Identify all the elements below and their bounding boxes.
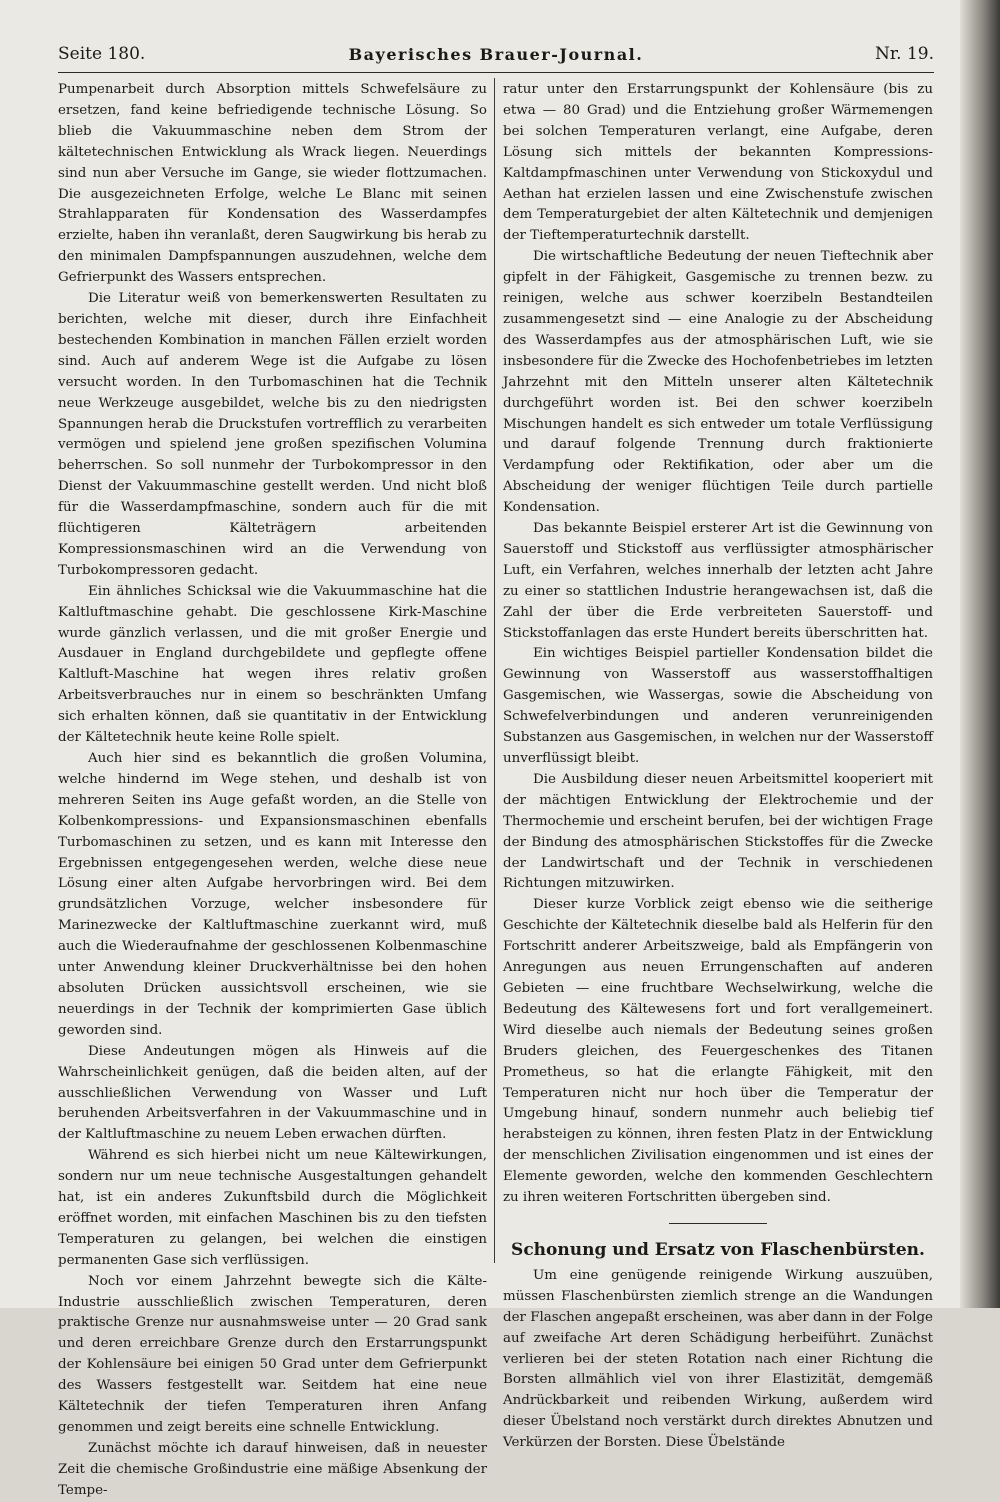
left-paragraph-4: Auch hier sind es bekanntlich die großen Volumina, welche hindernd im Wege stehen, und deshalb ist von mehreren Seiten ins Auge gefaßt worden, an die Stelle von Kolbenkompressions- und Expansionsmaschinen ebenfalls Turbomaschinen zu setzen, und es kann mit Interesse den Ergebnissen entgegengesehen werden, welche diese neue Lösung einer alten Aufgabe hervorbringen wird. Bei dem grundsätzlichen Vorzuge, welcher insbesondere für Marinezwecke der Kaltluftmaschine zuerkannt wird, muß auch die Wiederaufnahme der geschlossenen Kolbenmaschine unter Anwendung kleiner Druckverhältnisse bei den hohen absoluten Drücken aussichtsvoll erscheinen, wie sie neuerdings in der Technik der komprimierten Gase üblich geworden sind. xyxy=(58,751,487,1038)
right-paragraph-5: Die Ausbildung dieser neuen Arbeitsmittel kooperiert mit der mächtigen Entwicklung der Elektrochemie und der Thermochemie und erscheint berufen, bei der wichtigen Frage der Bindung des atmosphärischen Stickstoffes für die Zwecke der Landwirtschaft und der Technik in verschiedenen Richtungen mitzuwirken. xyxy=(503,771,933,892)
left-paragraph-7: Noch vor einem Jahrzehnt bewegte sich die Kälte-Industrie ausschließlich zwischen Temperaturen, deren praktische Grenze nur ausnahmsweise unter — 20 Grad sank und deren erreichbare Grenze durch den Erstarrungspunkt der Kohlensäure bei einigen 50 Grad unter dem Gefrierpunkt des Wassers festgestellt war. Seitdem hat eine neue Kältetechnik der tiefen Temperaturen ihren Anfang genommen und zeigt bereits eine schnelle Entwicklung. xyxy=(58,1273,487,1435)
article-separator xyxy=(669,1223,767,1224)
page-edge-shadow xyxy=(960,0,1000,1308)
journal-title: Bayerisches Brauer-Journal. xyxy=(348,45,644,64)
left-paragraph-1: Pumpenarbeit durch Absorption mittels Schwefelsäure zu ersetzen, fand keine befriedigende technische Lösung. So blieb die Vakuummaschine neben dem Strom der kältetechnischen Entwicklung als Wrack liegen. Neuerdings sind nun aber Versuche im Gange, sie wieder flottzumachen. Die ausgezeichneten Erfolge, welche Le Blanc mit seinen Strahlapparaten für Kondensation des Wasserdampfes erzielte, haben ihn veranlaßt, deren Saugwirkung bis herab zu den minimalen Dampfspannungen auszudehnen, welche dem Gefrierpunkt des Wassers entsprechen. xyxy=(58,82,487,286)
article-title: Schonung und Ersatz von Flaschenbürsten. xyxy=(511,1239,925,1260)
issue-number: Nr. 19. xyxy=(875,44,934,64)
left-column xyxy=(58,80,487,1498)
right-paragraph-2: Die wirtschaftliche Bedeutung der neuen Tieftechnik aber gipfelt in der Fähigkeit, Gasgemische zu trennen bezw. zu reinigen, welche aus schwer koerzibeln Bestandteilen zusammengesetzt sind — eine Analogie zu der Abscheidung des Wasserdampfes aus der atmosphärischen Luft, wie sie insbesondere für die Zwecke des Hochofenbetriebes im letzten Jahrzehnt mit den Mitteln unserer alten Kältetechnik durchgeführt worden ist. Bei den schwer koerzibeln Mischungen handelt es sich entweder um totale Verflüssigung und darauf folgende Trennung durch fraktionierte Verdampfung oder Rektifikation, oder aber um die Abscheidung der weniger flüchtigen Teile durch partielle Kondensation. xyxy=(503,249,933,516)
left-paragraph-6: Während es sich hierbei nicht um neue Kältewirkungen, sondern nur um neue technische Ausgestaltungen gehandelt hat, ist ein anderes Zukunftsbild durch die Möglichkeit eröffnet worden, mit einfachen Maschinen bis zu den tiefsten Temperaturen zu gelangen, bei welchen die einstigen permanenten Gase sich verflüssigen. xyxy=(58,1148,487,1268)
right-paragraph-6: Dieser kurze Vorblick zeigt ebenso wie die seitherige Geschichte der Kältetechnik dieselbe bald als Helferin für den Fortschritt anderer Arbeitszweige, bald als Empfängerin von Anregungen aus neuen Errungenschaften auf anderen Gebieten — eine fruchtbare Wechselwirkung, welche die Bedeutung des Kältewesens fort und fort verallgemeinert. Wird dieselbe auch niemals der Bedeutung seines großen Bruders gleichen, des Feuergeschenkes des Titanen Prometheus, so hat die erlangte Fähigkeit, mit den Temperaturen nicht nur hoch über die Temperatur der Umgebung hinauf, sondern nunmehr auch beliebig tief herabsteigen zu können, ihren festen Platz in der Entwicklung der menschlichen Zivilisation eingenommen und ist eines der Elemente geworden, welche den kommenden Geschlechtern zu ihren weiteren Fortschritten übergeben sind. xyxy=(503,897,933,1206)
right-column xyxy=(503,80,933,1451)
column-divider xyxy=(494,78,495,1263)
right-paragraph-3: Das bekannte Beispiel ersterer Art ist die Gewinnung von Sauerstoff und Stickstoff aus verflüssigter atmosphärischer Luft, ein Verfahren, welches innerhalb der letzten acht Jahre zu einer so stattlichen Industrie herangewachsen ist, daß die Zahl der über die Erde verbreiteten Sauerstoff- und Stickstoffanlagen das erste Hundert bereits überschritten hat. xyxy=(503,521,933,641)
left-paragraph-5: Diese Andeutungen mögen als Hinweis auf die Wahrscheinlichkeit genügen, daß die beiden alten, auf der ausschließlichen Verwendung von Wasser und Luft beruhenden Arbeitsverfahren in der Vakuummaschine und in der Kaltluftmaschine zu neuem Leben erwachen dürften. xyxy=(58,1043,487,1143)
left-paragraph-8: Zunächst möchte ich darauf hinweisen, daß in neuester Zeit die chemische Großindustrie eine mäßige Absenkung der Tempe- xyxy=(58,1440,487,1498)
page-header xyxy=(58,44,934,70)
page-number: Seite 180. xyxy=(58,44,146,64)
right-paragraph-4: Ein wichtiges Beispiel partieller Kondensation bildet die Gewinnung von Wasserstoff aus wasserstoffhaltigen Gasgemischen, wie Wassergas, sowie die Abscheidung von Schwefelverbindungen und anderen verunreinigenden Substanzen aus Gasgemischen, in welchen nur der Wasserstoff unverflüssigt bleibt. xyxy=(503,646,933,766)
article-paragraph-1: Um eine genügende reinigende Wirkung auszuüben, müssen Flaschenbürsten ziemlich strenge an die Wandungen der Flaschen angepaßt erscheinen, was aber dann in der Folge auf zweifache Art deren Schädigung herbeiführt. Zunächst verlieren bei der steten Rotation nach einer Richtung die Borsten allmählich viel von ihrer Elastizität, demgemäß Andrückbarkeit und reibenden Wirkung, außerdem wird dieser Übelstand noch verstärkt durch direktes Abnutzen und Verkürzen der Borsten. Diese Übelstände xyxy=(503,1267,933,1451)
right-paragraph-1: ratur unter den Erstarrungspunkt der Kohlensäure (bis zu etwa — 80 Grad) und die Entziehung großer Wärmemengen bei solchen Temperaturen verlangt, eine Aufgabe, deren Lösung sich mittels der bekannten Kompressions-Kaltdampfmaschinen unter Verwendung von Stickoxydul und Aethan hat erzielen lassen und eine Zwischenstufe zwischen dem Temperaturgebiet der alten Kältetechnik und demjenigen der Tieftemperaturtechnik darstellt. xyxy=(503,82,933,244)
left-paragraph-2: Die Literatur weiß von bemerkenswerten Resultaten zu berichten, welche mit dieser, durch ihre Einfachheit bestechenden Kombination in manchen Fällen erzielt worden sind. Auch auf anderem Wege ist die Aufgabe zu lösen versucht worden. In den Turbomaschinen hat die Technik neue Werkzeuge ausgebildet, welche bis zu den niedrigsten Spannungen herab die Druckstufen vortrefflich zu verarbeiten vermögen und spielend jene großen spezifischen Volumina beherrschen. So soll nunmehr der Turbokompressor in den Dienst der Vakuummaschine gestellt werden. Und nicht bloß für die Wasserdampfmaschine, sondern auch für die mit flüchtigeren Kälteträgern arbeitenden Kompressionsmaschinen wird an die Verwendung von Turbokompressoren gedacht. xyxy=(58,291,487,578)
left-paragraph-3: Ein ähnliches Schicksal wie die Vakuummaschine hat die Kaltluftmaschine gehabt. Die geschlossene Kirk-Maschine wurde gänzlich verlassen, und die mit großer Energie und Ausdauer in England durchgebildete und gepflegte offene Kaltluft-Maschine hat wegen ihres relativ großen Arbeitsverbrauches nur in einem so beschränkten Umfang sich erhalten können, daß sie quantitativ in der Entwicklung der Kältetechnik heute keine Rolle spielt. xyxy=(58,583,487,746)
header-rule xyxy=(58,72,934,73)
